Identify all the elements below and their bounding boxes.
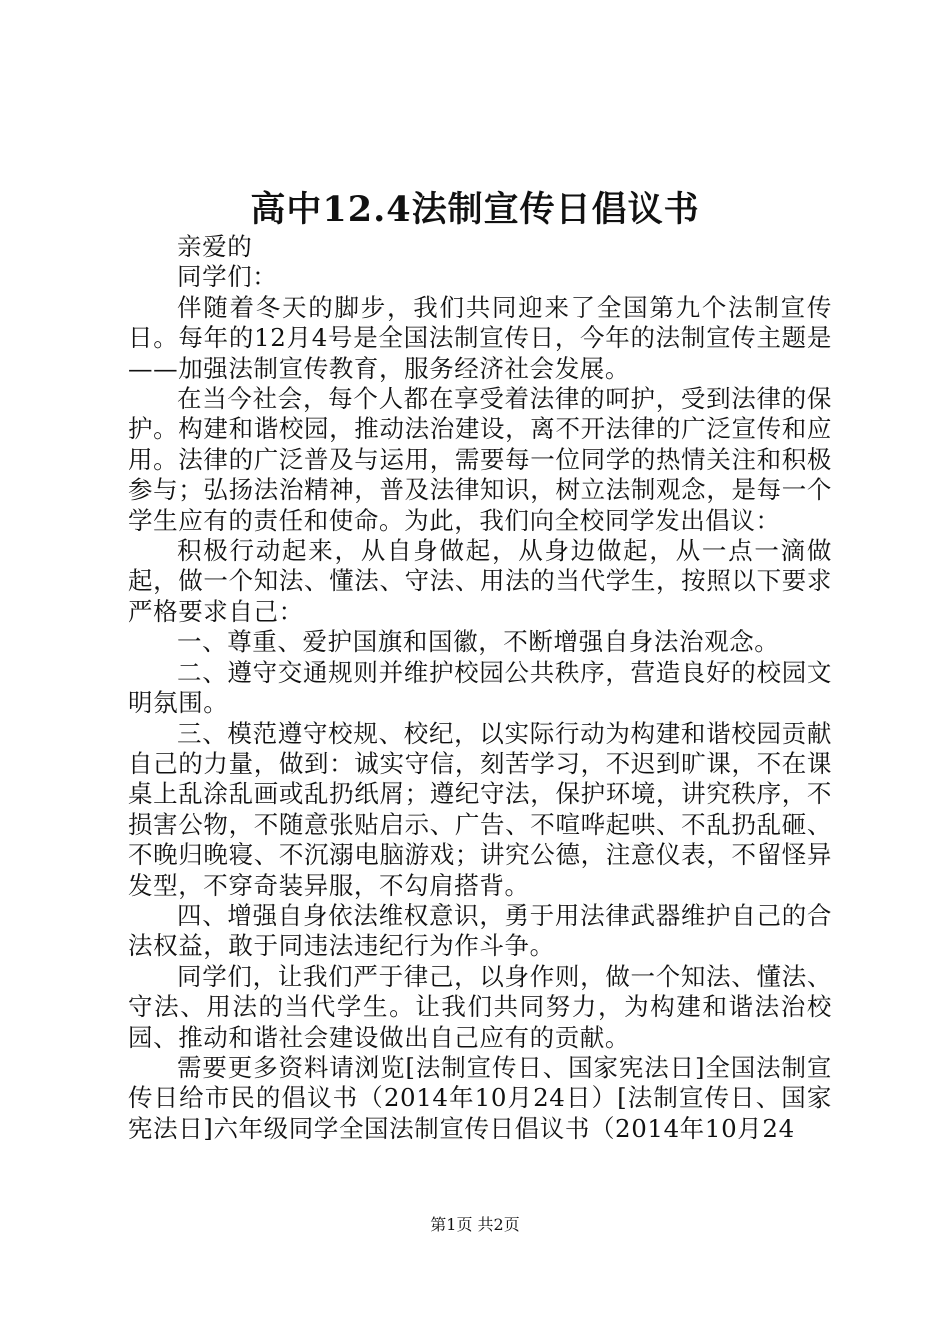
document-body xyxy=(128,232,832,1144)
list-item-3: 三、模范遵守校规、校纪，以实际行动为构建和谐校园贡献自己的力量，做到：诚实守信，刻苦学习，不迟到旷课，不在课桌上乱涂乱画或乱扔纸屑；遵纪守法，保护环境，讲究秩序，不损害公物，不随意张贴启示、广告、不喧哗起哄、不乱扔乱砸、不晚归晚寝、不沉溺电脑游戏；讲究公德，注意仪表，不留怪异发型，不穿奇装异服，不勾肩搭背。 xyxy=(128,718,832,900)
page-footer: 第1页 共2页 xyxy=(430,1215,520,1234)
body-paragraph: 积极行动起来，从自身做起，从身边做起，从一点一滴做起，做一个知法、懂法、守法、用法的当代学生，按照以下要求严格要求自己： xyxy=(128,536,832,626)
salutation-line-2: 同学们： xyxy=(177,262,278,292)
document-title: 高中12.4法制宣传日倡议书 xyxy=(250,189,700,230)
body-paragraph: 在当今社会，每个人都在享受着法律的呵护，受到法律的保护。构建和谐校园，推动法治建设，离不开法律的广泛宣传和应用。法律的广泛普及与运用，需要每一位同学的热情关注和积极参与；弘扬法治精神，普及法律知识，树立法制观念，是每一个学生应有的责任和使命。为此，我们向全校同学发出倡议： xyxy=(128,384,832,535)
list-item-4: 四、增强自身依法维权意识，勇于用法律武器维护自己的合法权益，敢于同违法违纪行为作斗争。 xyxy=(128,900,832,961)
more-info-paragraph: 需要更多资料请浏览[法制宣传日、国家宪法日]全国法制宣传日给市民的倡议书（2014年10月24日）[法制宣传日、国家宪法日]六年级同学全国法制宣传日倡议书（2014年10月24 xyxy=(128,1052,832,1143)
body-paragraph: 伴随着冬天的脚步，我们共同迎来了全国第九个法制宣传日。每年的12月4号是全国法制宣传日，今年的法制宣传主题是——加强法制宣传教育，服务经济社会发展。 xyxy=(128,292,832,383)
closing-paragraph: 同学们，让我们严于律己，以身作则，做一个知法、懂法、守法、用法的当代学生。让我们共同努力，为构建和谐法治校园、推动和谐社会建设做出自己应有的贡献。 xyxy=(128,961,832,1052)
list-item-2: 二、遵守交通规则并维护校园公共秩序，营造良好的校园文明氛围。 xyxy=(128,657,832,718)
salutation-line-1: 亲爱的 xyxy=(177,232,253,261)
list-item-1: 一、尊重、爱护国旗和国徽，不断增强自身法治观念。 xyxy=(177,627,780,657)
